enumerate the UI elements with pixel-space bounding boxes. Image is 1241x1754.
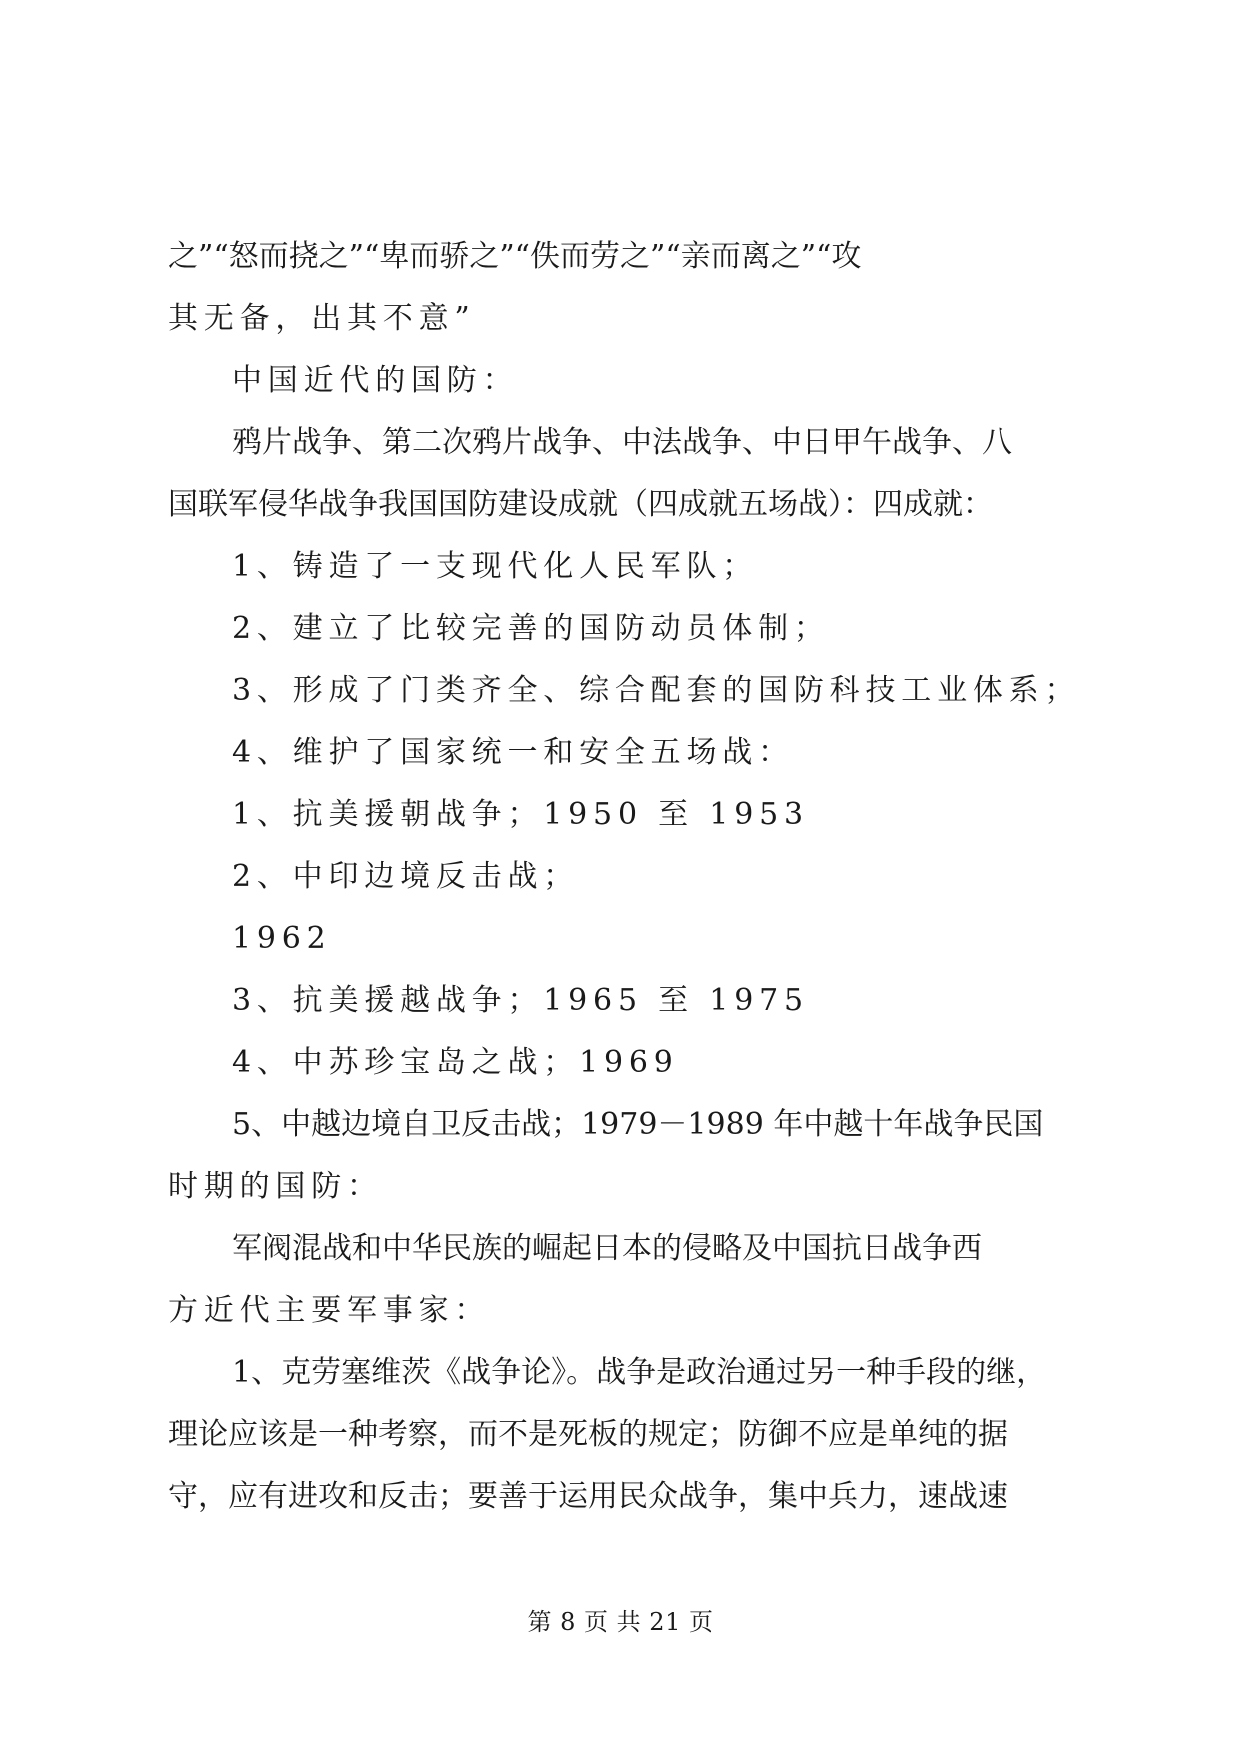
text-line: 鸦片战争、第二次鸦片战争、中法战争、中日甲午战争、八 <box>232 425 1012 460</box>
text-line: 守，应有进攻和反击；要善于运用民众战争，集中兵力，速战速 <box>168 1479 1008 1514</box>
text-line: 4、维护了国家统一和安全五场战： <box>232 735 794 770</box>
text-line: 方近代主要军事家： <box>168 1293 491 1328</box>
text-line: 4、中苏珍宝岛之战；1969 <box>232 1045 679 1080</box>
page-number-footer: 第 8 页 共 21 页 <box>527 1608 714 1636</box>
text-line: 1、铸造了一支现代化人民军队； <box>232 549 759 584</box>
text-line: 3、形成了门类齐全、综合配套的国防科技工业体系； <box>232 673 1081 708</box>
text-line: 理论应该是一种考察，而不是死板的规定；防御不应是单纯的据 <box>168 1417 1008 1452</box>
text-line: 5、中越边境自卫反击战；1979－1989 年中越十年战争民国 <box>232 1107 1044 1142</box>
text-line: 3、抗美援越战争；1965 至 1975 <box>232 983 809 1018</box>
text-line: 2、建立了比较完善的国防动员体制； <box>232 611 830 646</box>
text-line: 1962 <box>232 921 332 956</box>
text-line: 其无备，出其不意” <box>168 301 476 336</box>
body-text <box>168 226 1090 1528</box>
text-line: 2、中印边境反击战； <box>232 859 580 894</box>
text-line: 1、克劳塞维茨《战争论》。战争是政治通过另一种手段的继， <box>232 1355 1047 1390</box>
text-line: 中国近代的国防： <box>232 363 519 398</box>
text-line: 时期的国防： <box>168 1169 383 1204</box>
text-line: 之”“怒而挠之”“卑而骄之”“佚而劳之”“亲而离之”“攻 <box>168 239 862 274</box>
text-line: 军阀混战和中华民族的崛起日本的侵略及中国抗日战争西 <box>232 1231 982 1266</box>
text-line: 1、抗美援朝战争；1950 至 1953 <box>232 797 809 832</box>
text-line: 国联军侵华战争我国国防建设成就（四成就五场战）：四成就： <box>168 487 993 522</box>
